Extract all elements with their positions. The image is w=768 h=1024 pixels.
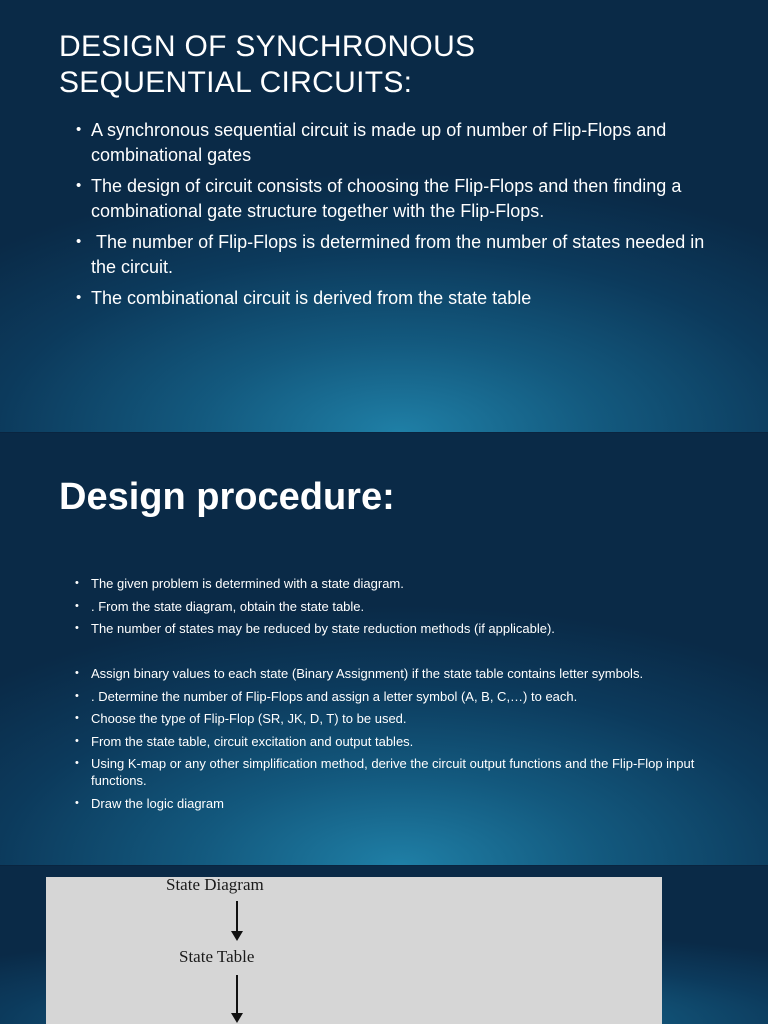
bullet-text: From the state table, circuit excitation and output tables. (91, 733, 414, 749)
bullet-icon: • (76, 121, 82, 138)
bullet-text: The design of circuit consists of choosing the Flip-Flops and then finding a combinational gate structure together with the Flip-Flops. (91, 176, 682, 221)
bullet-text: . From the state diagram, obtain the state table. (91, 598, 365, 614)
bullet-text: A synchronous sequential circuit is made up of number of Flip-Flops and combinational gates (91, 120, 667, 165)
list-item (75, 755, 715, 789)
flow-step-state-table: State Table (179, 947, 255, 966)
bullet-icon: • (75, 577, 79, 589)
slide-1-title (59, 29, 475, 101)
bullet-text: Draw the logic diagram (91, 795, 224, 811)
flow-step-state-diagram: State Diagram (166, 877, 264, 894)
bullet-text: The number of Flip-Flops is determined from the number of states needed in the circuit. (91, 232, 710, 277)
slide-1-title-line-1: DESIGN OF SYNCHRONOUS (59, 30, 476, 63)
bullet-icon: • (75, 712, 79, 724)
list-item (76, 286, 726, 311)
bullet-text: The number of states may be reduced by state reduction methods (if applicable). (91, 621, 555, 636)
bullet-text: Using K-map or any other simplification method, derive the circuit output functions and the Flip-Flop input functions. (91, 756, 695, 788)
list-item (75, 598, 715, 615)
list-item (75, 620, 715, 637)
list-item (75, 733, 715, 750)
bullet-text: Assign binary values to each state (Binary Assignment) if the state table contains letter symbols. (91, 666, 644, 681)
arrow-down-icon (229, 901, 245, 941)
slide-2-title: Design procedure: (59, 476, 395, 518)
bullet-text: The combinational circuit is derived from the state table (91, 288, 532, 308)
list-item (76, 174, 726, 223)
procedure-list-group-2 (75, 665, 715, 817)
bullet-icon: • (76, 233, 82, 250)
bullet-icon: • (75, 689, 79, 702)
bullet-icon: • (75, 757, 79, 769)
list-item (75, 575, 715, 592)
bullet-icon: • (76, 177, 82, 194)
slide-design-procedure (0, 433, 768, 865)
slide-1-bullet-list (76, 118, 726, 318)
bullet-icon: • (75, 734, 79, 747)
procedure-list-group-1 (75, 575, 715, 643)
slide-synchronous-sequential-circuits (0, 0, 768, 432)
bullet-icon: • (75, 622, 79, 634)
bullet-icon: • (75, 796, 79, 809)
bullet-icon: • (76, 289, 82, 306)
list-item (76, 118, 726, 167)
bullet-text: Choose the type of Flip-Flop (SR, JK, D, T) to be used. (91, 711, 407, 726)
list-item (75, 710, 715, 727)
slide-flow-diagram (0, 866, 768, 1024)
slide-1-title-line-2: SEQUENTIAL CIRCUITS: (59, 66, 413, 99)
bullet-text: . Determine the number of Flip-Flops and assign a letter symbol (A, B, C,…) to each. (91, 688, 578, 704)
list-item (76, 230, 726, 279)
list-item (75, 688, 715, 705)
bullet-text: The given problem is determined with a state diagram. (91, 576, 404, 591)
bullet-icon: • (75, 667, 79, 679)
list-item (75, 665, 715, 682)
design-flow-diagram (46, 877, 662, 1024)
arrow-down-icon (229, 975, 245, 1023)
list-item (75, 795, 715, 812)
bullet-icon: • (75, 599, 79, 612)
